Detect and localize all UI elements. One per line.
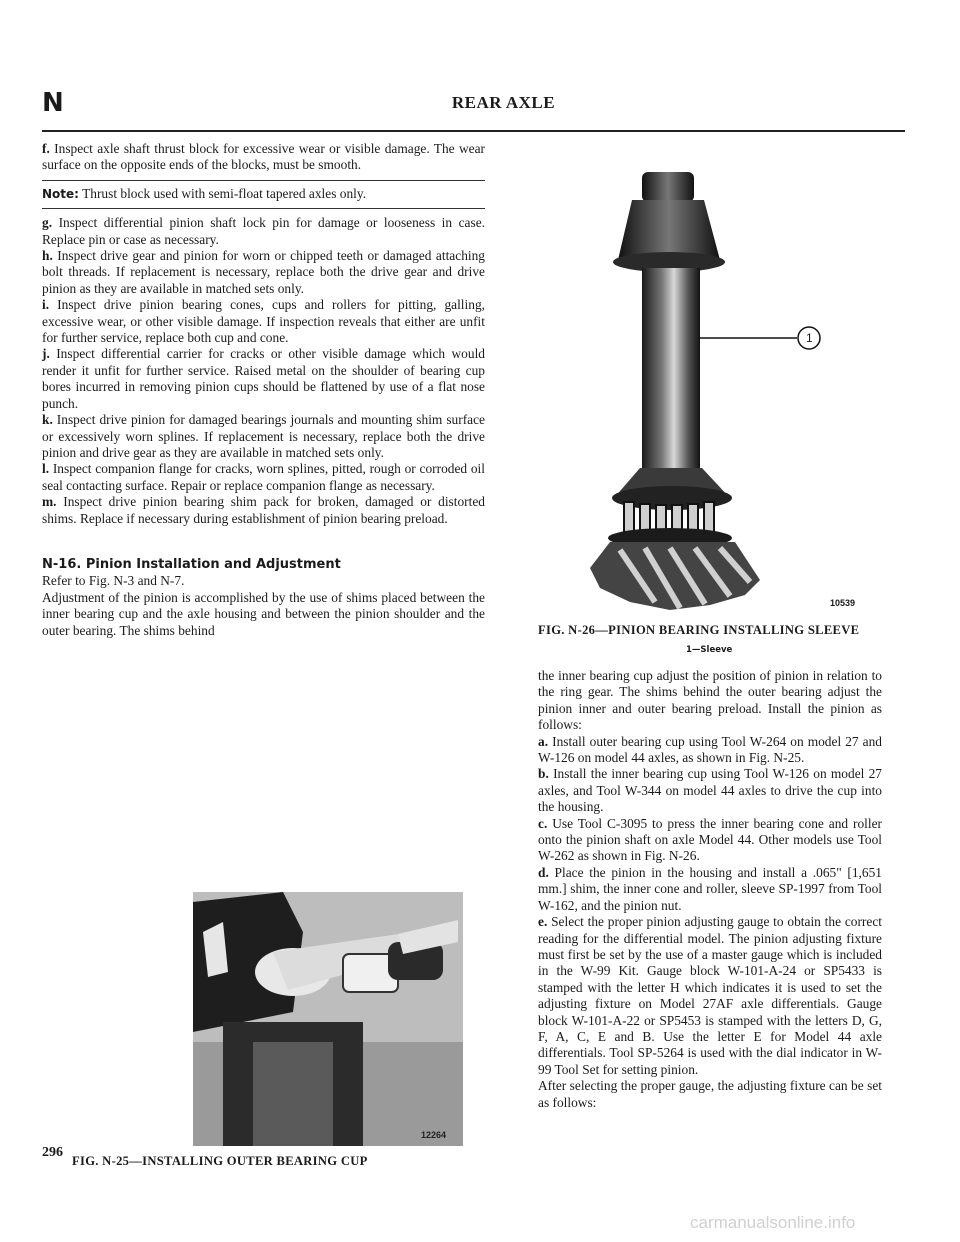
fig-n25-caption: FIG. N-25—INSTALLING OUTER BEARING CUP: [72, 1154, 368, 1168]
item-g: g. Inspect differential pinion shaft lock pin for damage or looseness in case. Replace pin or case as necessary.: [42, 215, 485, 247]
item-h: h. Inspect drive gear and pinion for worn or chipped teeth or damaged attaching bolt threads. If replacement is necessary, replace both the drive gear and drive pinion as they are available in matched sets only.: [42, 248, 485, 296]
item-m: m. Inspect drive pinion bearing shim pack for broken, damaged or distorted shims. Replace if necessary during establishment of pinion bearing preload.: [42, 494, 485, 526]
item-f: f. Inspect axle shaft thrust block for excessive wear or visible damage. The wear surface on the opposite ends of the blocks, must be smooth.: [42, 141, 485, 173]
callout-number: 1: [806, 331, 813, 345]
page-title: REAR AXLE: [451, 93, 556, 112]
step-e: e. Select the proper pinion adjusting gauge to obtain the correct reading for the differential model. The pinion adjusting fixture must first be set by the use of a master gauge which is included in the W-99 Kit. Gauge block W-101-A-24 or SP5433 is stamped with the letter H which indicates it is used to set the adjusting fixture on Model 27AF axle differentials. Gauge block W-101-A-22 or SP5453 is stamped with the letters D, G, F, A, C, E and B. Use the letter E for Model 44 axle differentials. Tool SP-5264 is used with the dial indicator in W-99 Tool Set for setting pinion.: [538, 914, 882, 1077]
right-after: After selecting the proper gauge, the adjusting fixture can be set as follows:: [538, 1078, 882, 1110]
fig-n25-image-number: 12264: [421, 1130, 447, 1140]
item-k: k. Inspect drive pinion for damaged bearings journals and mounting shim surface or excessively worn splines. If replacement is necessary, replace both the drive pinion and drive gear as they are available in matched sets only.: [42, 412, 485, 460]
page-number: 296: [42, 1145, 63, 1160]
step-a: a. Install outer bearing cup using Tool W-264 on model 27 and W-126 on model 44 axles, as shown in Fig. N-25.: [538, 733, 882, 766]
pinion-sleeve-illustration: [560, 150, 885, 618]
right-intro: the inner bearing cup adjust the position of pinion in relation to the ring gear. The shims behind the outer bearing adjust the pinion inner and outer bearing preload. Install the pinion as follows:: [538, 668, 882, 733]
item-l: l. Inspect companion flange for cracks, worn splines, pitted, rough or corroded oil seal contacting surface. Repair or replace companion flange as necessary.: [42, 461, 485, 493]
fig-n26-photo: [560, 150, 885, 618]
watermark: carmanualsonline.info: [690, 1213, 856, 1232]
header-rule: [42, 130, 905, 132]
fig-n26-image-number: 10539: [830, 598, 856, 608]
item-i: i. Inspect drive pinion bearing cones, cups and rollers for pitting, galling, excessive wear, or other visible damage. If inspection reveals that either are unfit for further service, replace both cup and cone.: [42, 297, 485, 346]
section-paragraph: Adjustment of the pinion is accomplished by the use of shims placed between the inner bearing cup and the axle housing and between the pinion shoulder and the outer bearing. The shims behind: [42, 589, 485, 638]
item-j: j. Inspect differential carrier for cracks or other visible damage which would render it unfit for further service. Raised metal on the shoulder of bearing cup bores incurred in removing pinion cups should be flattened by use of a flat nose punch.: [42, 346, 485, 411]
step-d: d. Place the pinion in the housing and install a .065" [1,651 mm.] shim, the inner cone and roller, sleeve SP-1997 from Tool W-162, and the pinion nut.: [538, 864, 882, 913]
right-column: [538, 668, 882, 1111]
fig-n26-subcaption: 1—Sleeve: [686, 645, 733, 655]
section-letter: N: [42, 88, 64, 118]
fig-n26-caption: FIG. N-26—PINION BEARING INSTALLING SLEEVE: [538, 623, 860, 637]
section-ref: Refer to Fig. N-3 and N-7.: [42, 573, 185, 589]
page-header: [42, 88, 905, 132]
step-c: c. Use Tool C-3095 to press the inner bearing cone and roller onto the pinion shaft on axle Model 44. Other models use Tool W-262 as shown in Fig. N-26.: [538, 815, 882, 864]
section-heading: N-16. Pinion Installation and Adjustment: [42, 556, 341, 572]
step-b: b. Install the inner bearing cup using Tool W-126 on model 27 axles, and Tool W-344 on model 44 axles to drive the cup into the housing.: [538, 766, 883, 815]
note-box: [42, 180, 485, 209]
fig-n25-photo: [193, 892, 463, 1146]
bearing-cup-illustration: [193, 892, 463, 1146]
note-text: Thrust block used with semi-float tapered axles only.: [82, 185, 367, 201]
note-label: Note:: [42, 186, 79, 201]
left-column: [42, 141, 485, 639]
